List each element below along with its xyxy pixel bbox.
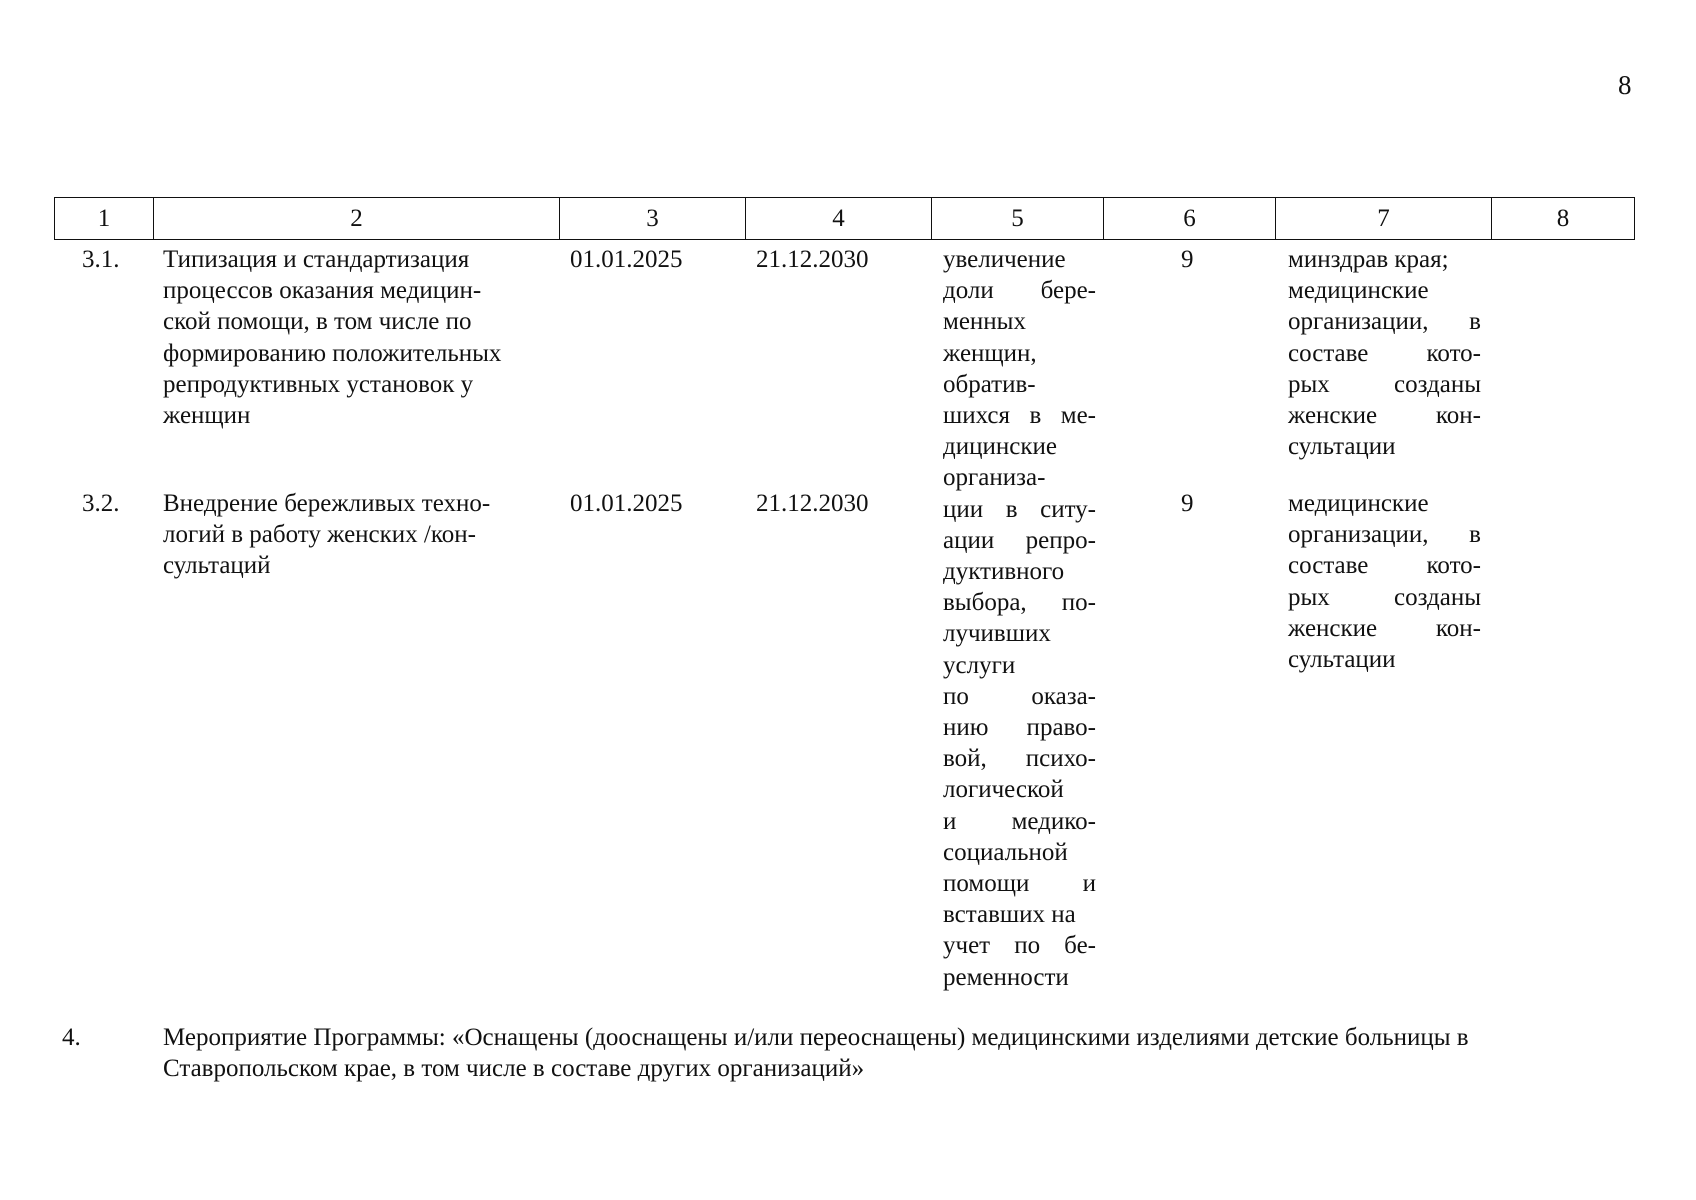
result-line: организа-: [943, 464, 1046, 492]
event-name-line: сультаций: [163, 552, 271, 580]
result-line: ации репро-: [943, 526, 1096, 554]
result-line: дуктивного: [943, 558, 1065, 586]
responsible-executors: [1288, 488, 1481, 675]
header-col-2: 2: [154, 198, 560, 240]
executor-line: сультации: [1288, 646, 1396, 674]
result-line: лучивших: [943, 620, 1051, 648]
indicator-number: 9: [1181, 246, 1194, 273]
result-line: услуги: [943, 651, 1016, 679]
result-line: выбора, по-: [943, 589, 1096, 617]
header-col-6: 6: [1104, 198, 1276, 240]
page-number: 8: [1618, 70, 1632, 100]
row-number: 3.1.: [82, 246, 120, 273]
start-date: 01.01.2025: [570, 246, 683, 273]
event-name-line: логий в работу женских /кон-: [163, 521, 476, 549]
event-name: [163, 488, 490, 582]
executor-line: женские кон-: [1288, 614, 1481, 642]
indicator-number: 9: [1181, 490, 1194, 517]
header-col-3: 3: [560, 198, 746, 240]
header-col-5: 5: [932, 198, 1104, 240]
result-line: шихся в ме-: [943, 402, 1096, 430]
end-date: 21.12.2030: [756, 246, 869, 273]
result-line: и медико-: [943, 807, 1096, 835]
event-name-line: женщин: [163, 402, 251, 430]
executor-line: организации, в: [1288, 308, 1481, 336]
row-number: 3.2.: [82, 490, 120, 517]
header-col-4: 4: [746, 198, 932, 240]
start-date: 01.01.2025: [570, 490, 683, 517]
result-line: ременности: [943, 963, 1069, 991]
result-line: по оказа-: [943, 682, 1096, 710]
result-line: нию право-: [943, 714, 1096, 742]
activity-number: 4.: [62, 1024, 81, 1051]
executor-line: составе кото-: [1288, 552, 1481, 580]
executor-line: медицинские: [1288, 490, 1429, 517]
executor-line: организации, в: [1288, 521, 1481, 549]
result-line: социальной: [943, 838, 1068, 866]
event-name-line: формированию положительных: [163, 339, 502, 367]
event-name-line: Типизация и стандартизация: [163, 246, 470, 273]
result-line: помощи и: [943, 870, 1096, 898]
result-line: учет по бе-: [943, 932, 1096, 960]
result-line: дицинские: [943, 433, 1057, 461]
result-line: менных: [943, 308, 1026, 336]
result-line: вставших на: [943, 901, 1076, 929]
end-date: 21.12.2030: [756, 490, 869, 517]
executor-line: сультации: [1288, 433, 1396, 461]
executor-line: составе кото-: [1288, 339, 1481, 367]
executor-line: рых созданы: [1288, 370, 1481, 398]
result-line: вой, психо-: [943, 745, 1096, 773]
event-name-line: ской помощи, в том числе по: [163, 308, 472, 336]
executor-line: минздрав края;: [1288, 246, 1449, 273]
result-line: ции в ситу-: [943, 495, 1096, 523]
executor-line: рых созданы: [1288, 583, 1481, 611]
event-name-line: репродуктивных установок у: [163, 370, 474, 398]
header-col-8: 8: [1492, 198, 1635, 240]
column-number-header: [54, 197, 1635, 240]
executor-line: женские кон-: [1288, 402, 1481, 430]
result-line: женщин,: [943, 339, 1037, 367]
header-col-7: 7: [1276, 198, 1492, 240]
expected-result: [943, 244, 1096, 993]
result-line: доли бере-: [943, 277, 1096, 305]
program-activity-text: Мероприятие Программы: «Оснащены (дооснащены и/или переоснащены) медицинскими изделиями детские больницы в Ставропольском крае, в том числе в составе других организаций»: [163, 1024, 1469, 1083]
executor-line: медицинские: [1288, 277, 1429, 305]
result-line: логической: [943, 776, 1064, 804]
event-name: [163, 244, 501, 431]
responsible-executors: [1288, 244, 1481, 462]
event-name-line: процессов оказания медицин-: [163, 277, 482, 305]
event-name-line: Внедрение бережливых техно-: [163, 490, 491, 517]
header-col-1: 1: [55, 198, 154, 240]
result-line: обратив-: [943, 370, 1036, 398]
result-line: увеличение: [943, 246, 1066, 273]
